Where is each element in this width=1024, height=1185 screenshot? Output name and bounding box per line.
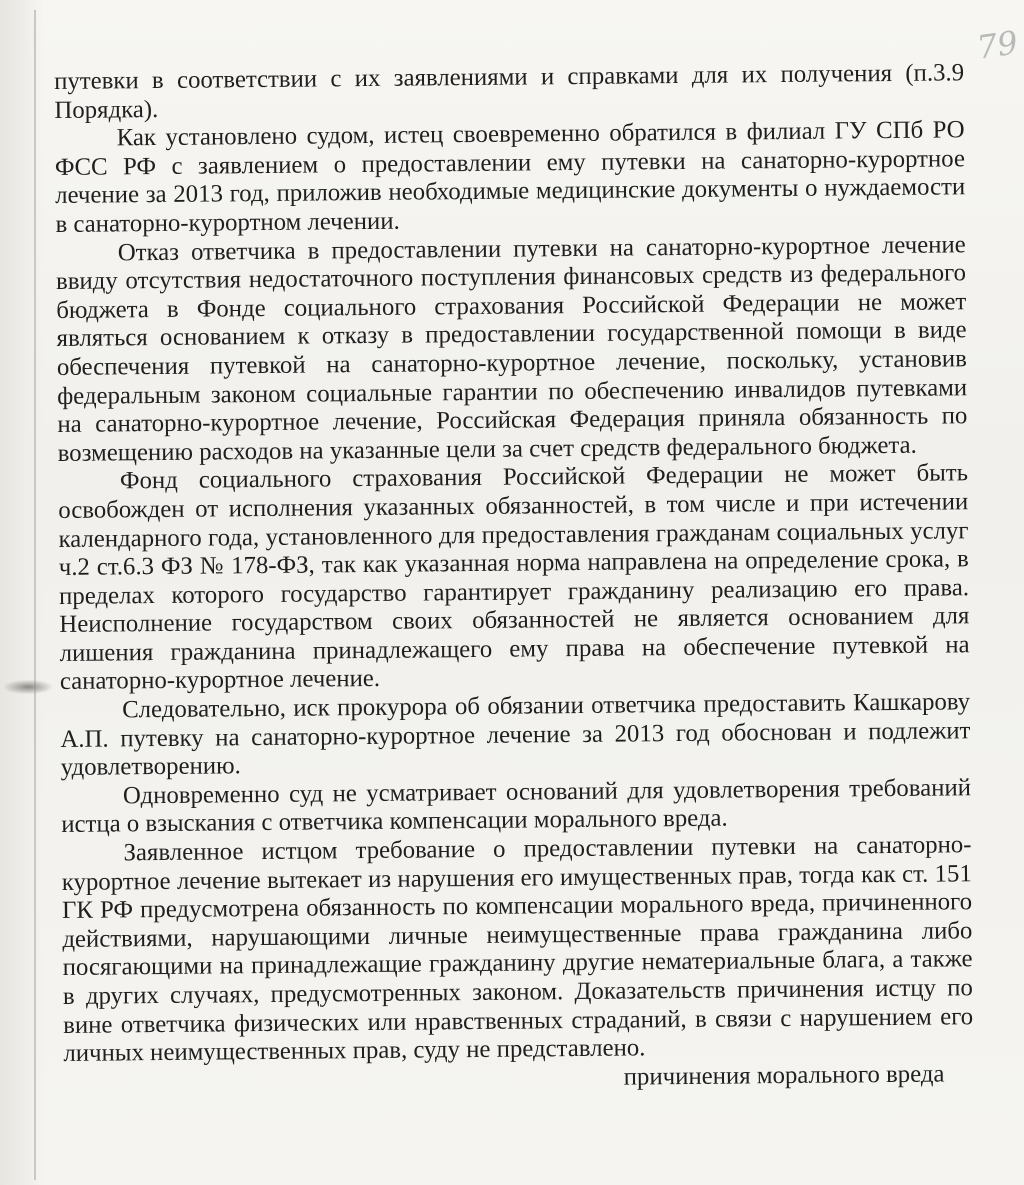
paragraph-7: Заявленное истцом требование о предоставлении путевки на санаторно-курортное лечение вытекает из нарушения его имущественных прав, тогда как ст. 151 ГК РФ предусмотрена обязанность по компенсации морального вреда, причиненного действиями, нарушающими личные неимущественные права гражданина либо посягающими на принадлежащие гражданину другие нематериальные блага, а также в других случаях, предусмотренных законом. Доказательств причинения истцу по вине ответчика физических или нравственных страданий, в связи с нарушением его личных неимущественных прав, суду не представлено. xyxy=(61,831,974,1068)
paragraph-6: Одновременно суд не усматривает оснований для удовлетворения требований истца о взыскания с ответчика компенсации морального вреда. xyxy=(61,774,972,839)
page-fold-line xyxy=(34,10,36,1180)
handwritten-page-number: 79 xyxy=(974,23,1021,67)
fold-mark xyxy=(4,680,52,694)
paragraph-8-cut: причинения морального вреда xyxy=(623,1060,945,1091)
paragraph-4: Фонд социального страхования Российской Федерации не может быть освобожден от исполнения указанных обязанностей, в том числе и при истечении календарного года, установленного для предоставления гражданам социальных услуг ч.2 ст.6.3 ФЗ № 178-ФЗ, так как указанная норма направлена на определение срока, в пределах которого государство гарантирует гражданину реализацию его права. Неисполнение государством своих обязанностей не является основанием для лишения гражданина принадлежащего ему права на обеспечение путевкой на санаторно-курортное лечение. xyxy=(58,459,970,696)
page-left-edge xyxy=(0,0,44,1185)
document-body xyxy=(54,59,974,1096)
paragraph-3: Отказ ответчика в предоставлении путевки на санаторно-курортное лечение ввиду отсутствия недостаточного поступления финансовых средств из федерального бюджета в Фонде социального страхования Российской Федерации не может являться основанием к отказу в предоставлении государственной помощи в виде обеспечения путевкой на санаторно-курортное лечение, поскольку, установив федеральным законом социальные гарантии по обеспечению инвалидов путевками на санаторно-курортное лечение, Российская Федерация приняла обязанность по возмещению расходов на указанные цели за счет средств федерального бюджета. xyxy=(55,230,968,467)
paragraph-1: путевки в соответствии с их заявлениями и справками для их получения (п.3.9 Порядка). xyxy=(54,59,965,124)
paragraph-2: Как установлено судом, истец своевременно обратился в филиал ГУ СПб РО ФСС РФ с заявлением о предоставлении ему путевки на санаторно-курортное лечение за 2013 год, приложив необходимые медицинские документы о нуждаемости в санаторно-курортном лечении. xyxy=(54,116,966,238)
paragraph-5: Следовательно, иск прокурора об обязании ответчика предоставить Кашкарову А.П. путевку на санаторно-курортное лечение за 2013 год обоснован и подлежит удовлетворению. xyxy=(60,688,971,782)
